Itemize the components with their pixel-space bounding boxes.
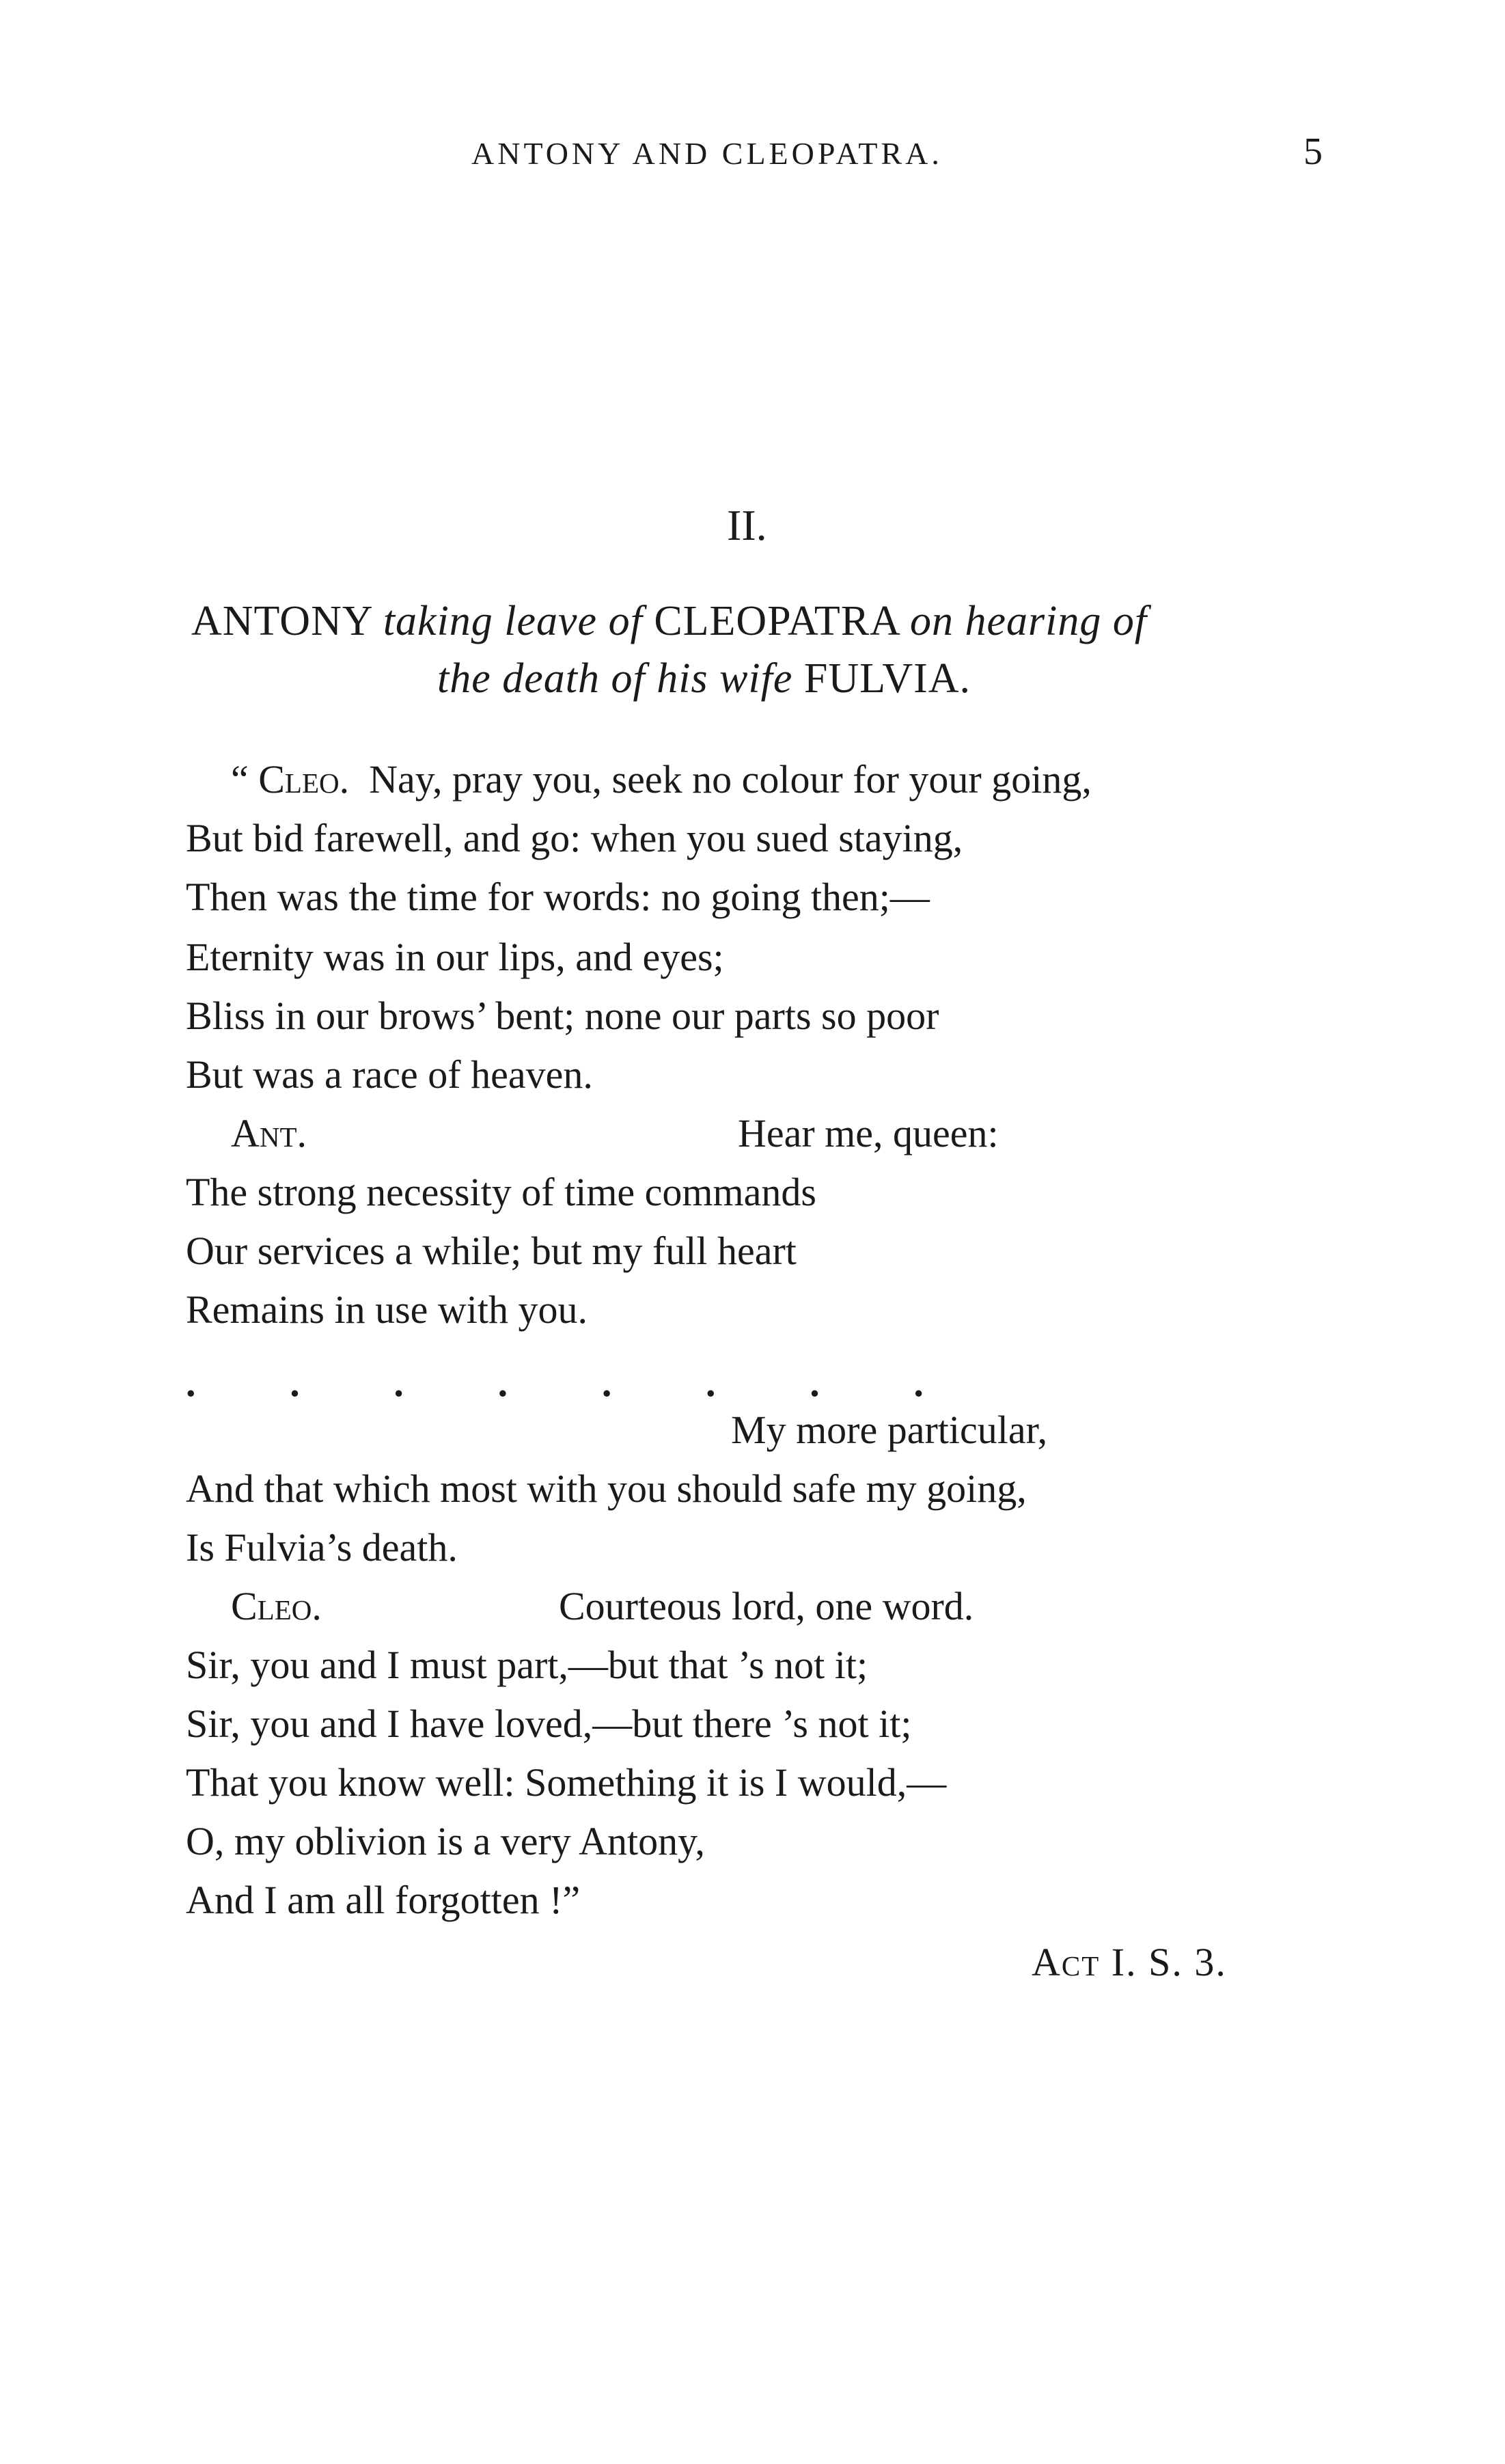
verse-line: And that which most with you should safe my going, xyxy=(186,1466,1027,1511)
heading-phrase: the death of his wife xyxy=(437,655,793,702)
verse-line: Sir, you and I have loved,—but there ’s not it; xyxy=(186,1701,912,1746)
elision-dot: . xyxy=(186,1360,196,1405)
elision-dot: . xyxy=(706,1360,716,1405)
elision-dot: . xyxy=(913,1360,924,1405)
page-number: 5 xyxy=(1303,131,1323,173)
running-title: ANTONY AND CLEOPATRA. xyxy=(471,136,943,171)
heading-name-antony: ANTONY xyxy=(191,598,372,644)
verse-line: Bliss in our brows’ bent; none our parts so poor xyxy=(186,994,939,1038)
verse-line: Courteous lord, one word. xyxy=(559,1584,974,1628)
verse-text: Nay, pray you, seek no colour for your going, xyxy=(369,757,1092,802)
verse-line: Then was the time for words: no going then;— xyxy=(186,875,930,919)
section-heading-line-1 xyxy=(191,597,1147,646)
verse-line: Hear me, queen: xyxy=(738,1111,999,1155)
section-number: II. xyxy=(727,501,767,549)
heading-name-fulvia: FULVIA. xyxy=(803,655,971,702)
verse-line: Remains in use with you. xyxy=(186,1287,588,1332)
verse-line: But was a race of heaven. xyxy=(186,1052,593,1097)
speaker-label: Cleo. xyxy=(258,757,350,802)
verse-line: But bid farewell, and go: when you sued staying, xyxy=(186,816,963,860)
verse-line: That you know well: Something it is I would,— xyxy=(186,1760,947,1805)
verse-line: And I am all forgotten !” xyxy=(186,1878,581,1922)
act-scene-reference: Act I. S. 3. xyxy=(1032,1940,1227,1984)
verse-line: Is Fulvia’s death. xyxy=(186,1525,458,1570)
verse-line: The strong necessity of time commands xyxy=(186,1170,816,1214)
elision-dot: . xyxy=(497,1360,508,1405)
elision-dot: . xyxy=(290,1360,300,1405)
elision-dot: . xyxy=(601,1360,612,1405)
heading-phrase: on hearing of xyxy=(909,598,1148,644)
section-heading-line-2 xyxy=(437,655,971,703)
verse-line: Our services a while; but my full heart xyxy=(186,1229,797,1273)
elision-dots xyxy=(186,1360,924,1406)
speaker-label: Cleo. xyxy=(231,1584,322,1628)
verse-line: O, my oblivion is a very Antony, xyxy=(186,1819,705,1863)
speaker-label: Ant. xyxy=(231,1111,307,1155)
verse-line: My more particular, xyxy=(731,1408,1048,1452)
heading-phrase: taking leave of xyxy=(383,598,643,644)
elision-dot: . xyxy=(393,1360,404,1405)
verse-line: Sir, you and I must part,—but that ’s not it; xyxy=(186,1643,868,1687)
heading-name-cleopatra: CLEOPATRA xyxy=(654,598,899,644)
verse-line: Eternity was in our lips, and eyes; xyxy=(186,935,724,979)
verse-line xyxy=(231,757,1092,802)
elision-dot: . xyxy=(810,1360,820,1405)
open-quote: “ xyxy=(231,757,249,802)
